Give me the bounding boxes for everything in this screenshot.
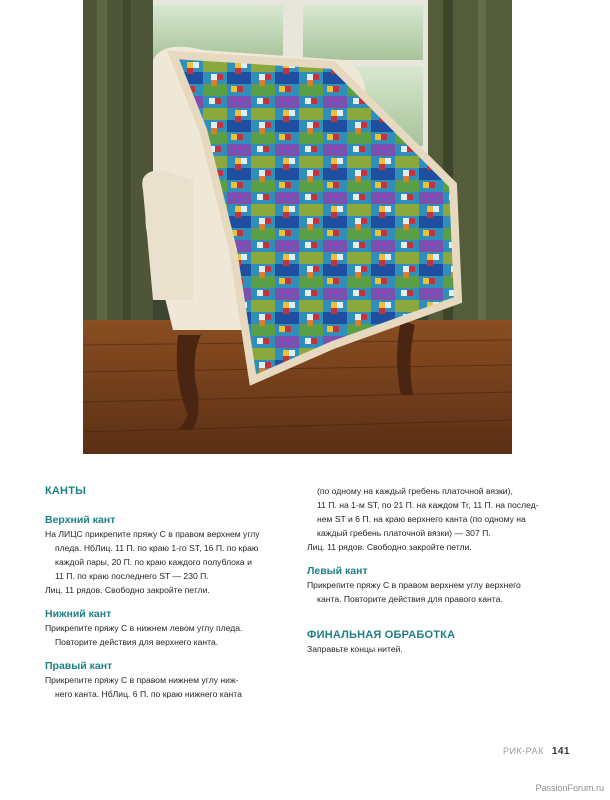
photo-illustration xyxy=(83,0,512,454)
text-line: него канта. НбЛиц. 6 П. по краю нижнего канта xyxy=(55,689,242,699)
bottom-edge-heading: Нижний кант xyxy=(45,608,112,620)
text-line: Заправьте концы нитей. xyxy=(307,644,403,654)
text-line: (по одному на каждый гребень платочной вязки), xyxy=(317,486,513,496)
watermark: PassionForum.ru xyxy=(535,783,604,793)
text-line: Лиц. 11 рядов. Свободно закройте петли. xyxy=(45,585,210,595)
text-line: 11 П. по краю последнего ST — 230 П. xyxy=(55,571,209,581)
text-line: каждый гребень платочной вязки) — 307 П. xyxy=(317,528,491,538)
bottom-edge-text xyxy=(45,621,285,649)
magazine-name: РИК-РАК xyxy=(502,746,544,756)
finishing-text xyxy=(307,642,557,656)
page-footer xyxy=(503,746,570,757)
text-line: Повторите действия для верхнего канта. xyxy=(55,637,219,647)
top-edge-text xyxy=(45,527,285,597)
section-title-edges: КАНТЫ xyxy=(45,485,87,497)
text-line: пледа. НбЛиц. 11 П. по краю 1-го ST, 16 П. по краю xyxy=(55,543,259,553)
text-line: Лиц. 11 рядов. Свободно закройте петли. xyxy=(307,542,472,552)
text-line: Прикрепите пряжу С в правом нижнем углу ниж- xyxy=(45,675,239,685)
right-column xyxy=(307,484,557,656)
text-line: нем ST и 6 П. на краю верхнего канта (по одному на xyxy=(317,514,526,524)
section-title-finishing: ФИНАЛЬНАЯ ОБРАБОТКА xyxy=(307,629,456,641)
left-edge-heading: Левый кант xyxy=(307,565,368,577)
left-column xyxy=(45,484,285,701)
text-line: канта. Повторите действия для правого канта. xyxy=(317,594,503,604)
text-line: каждой пары, 20 П. по краю каждого полублока и xyxy=(55,557,252,567)
page-number: 141 xyxy=(551,746,570,757)
text-line: Прикрепите пряжу С в нижнем левом углу пледа. xyxy=(45,623,243,633)
right-edge-text xyxy=(45,673,285,701)
right-edge-text-continued xyxy=(307,484,557,554)
top-edge-heading: Верхний кант xyxy=(45,514,116,526)
blanket-photo xyxy=(83,0,512,454)
text-line: Прикрепите пряжу С в правом верхнем углу верхнего xyxy=(307,580,521,590)
text-line: 11 П. на 1-м ST, по 21 П. на каждом Tr, 11 П. на послед- xyxy=(317,500,539,510)
text-line: На ЛИЦС прикрепите пряжу С в правом верхнем углу xyxy=(45,529,260,539)
left-edge-text xyxy=(307,578,557,606)
right-edge-heading: Правый кант xyxy=(45,660,113,672)
